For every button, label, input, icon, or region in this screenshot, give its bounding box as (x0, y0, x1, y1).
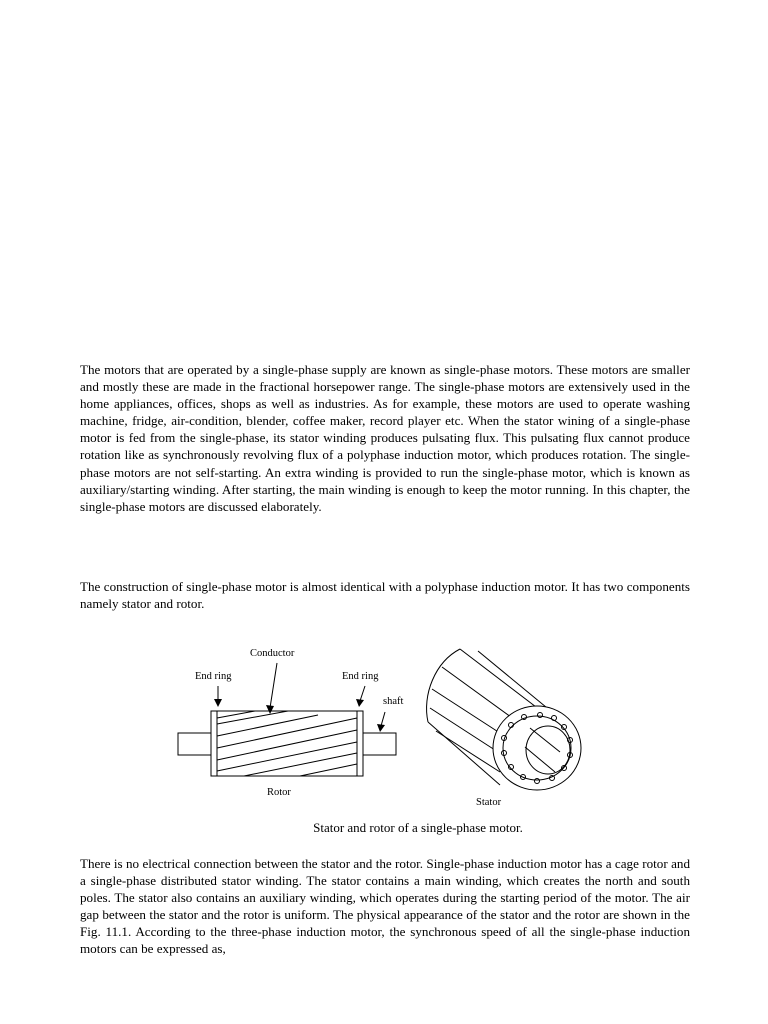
conductor-label: Conductor (250, 648, 295, 659)
conductor-arrow (270, 663, 277, 708)
end-ring-right-arrow (360, 686, 365, 701)
stator-label: Stator (476, 797, 502, 808)
stator-drawing (427, 649, 581, 790)
shaft-label: shaft (383, 696, 404, 707)
intro-paragraph: The motors that are operated by a single-phase supply are known as single-phase motors. These motors are smaller and mostly these are made in the fractional horsepower range. The single-phase motors are extensively used in the home appliances, offices, shops as well as industries. As for example, these motors are used to operate washing machine, fridge, air-condition, blender, coffee maker, record player etc. When the stator wining of a single-phase motor is fed from the single-phase, its stator winding produces pulsating flux. This pulsating flux cannot produce rotation like as synchronously revolving flux of a polyphase induction motor, which produces rotation. The single-phase motors are not self-starting. An extra winding is provided to run the single-phase motor, which is known as auxiliary/starting winding. After starting, the main winding is enough to keep the motor running. In this chapter, the single-phase motors are discussed elaborately. (80, 362, 690, 514)
stator-outer-face (493, 706, 581, 790)
rotor-shaft-left (178, 733, 211, 755)
rotor-label: Rotor (267, 787, 291, 798)
connection-paragraph: There is no electrical connection between the stator and the rotor. Single-phase induction motor has a cage rotor and a single-phase distributed stator winding. The stator contains a main winding, which creates the north and south poles. The stator also contains an auxiliary winding, which operates during the starting period of the motor. The air gap between the stator and the rotor is uniform. The physical appearance of the stator and the rotor are shown in the Fig. 11.1. According to the three-phase induction motor, the synchronous speed of all the single-phase induction motors can be expressed as, (80, 856, 690, 957)
end-ring-right-label: End ring (342, 671, 379, 682)
shaft-arrow (381, 712, 385, 726)
construction-paragraph: The construction of single-phase motor is almost identical with a polyphase induction motor. It has two components namely stator and rotor. (80, 579, 690, 612)
stator-back-edge (427, 649, 460, 722)
end-ring-left-label: End ring (195, 671, 232, 682)
figure-caption: Stator and rotor of a single-phase motor. (313, 820, 523, 835)
rotor-shaft-right (363, 733, 396, 755)
